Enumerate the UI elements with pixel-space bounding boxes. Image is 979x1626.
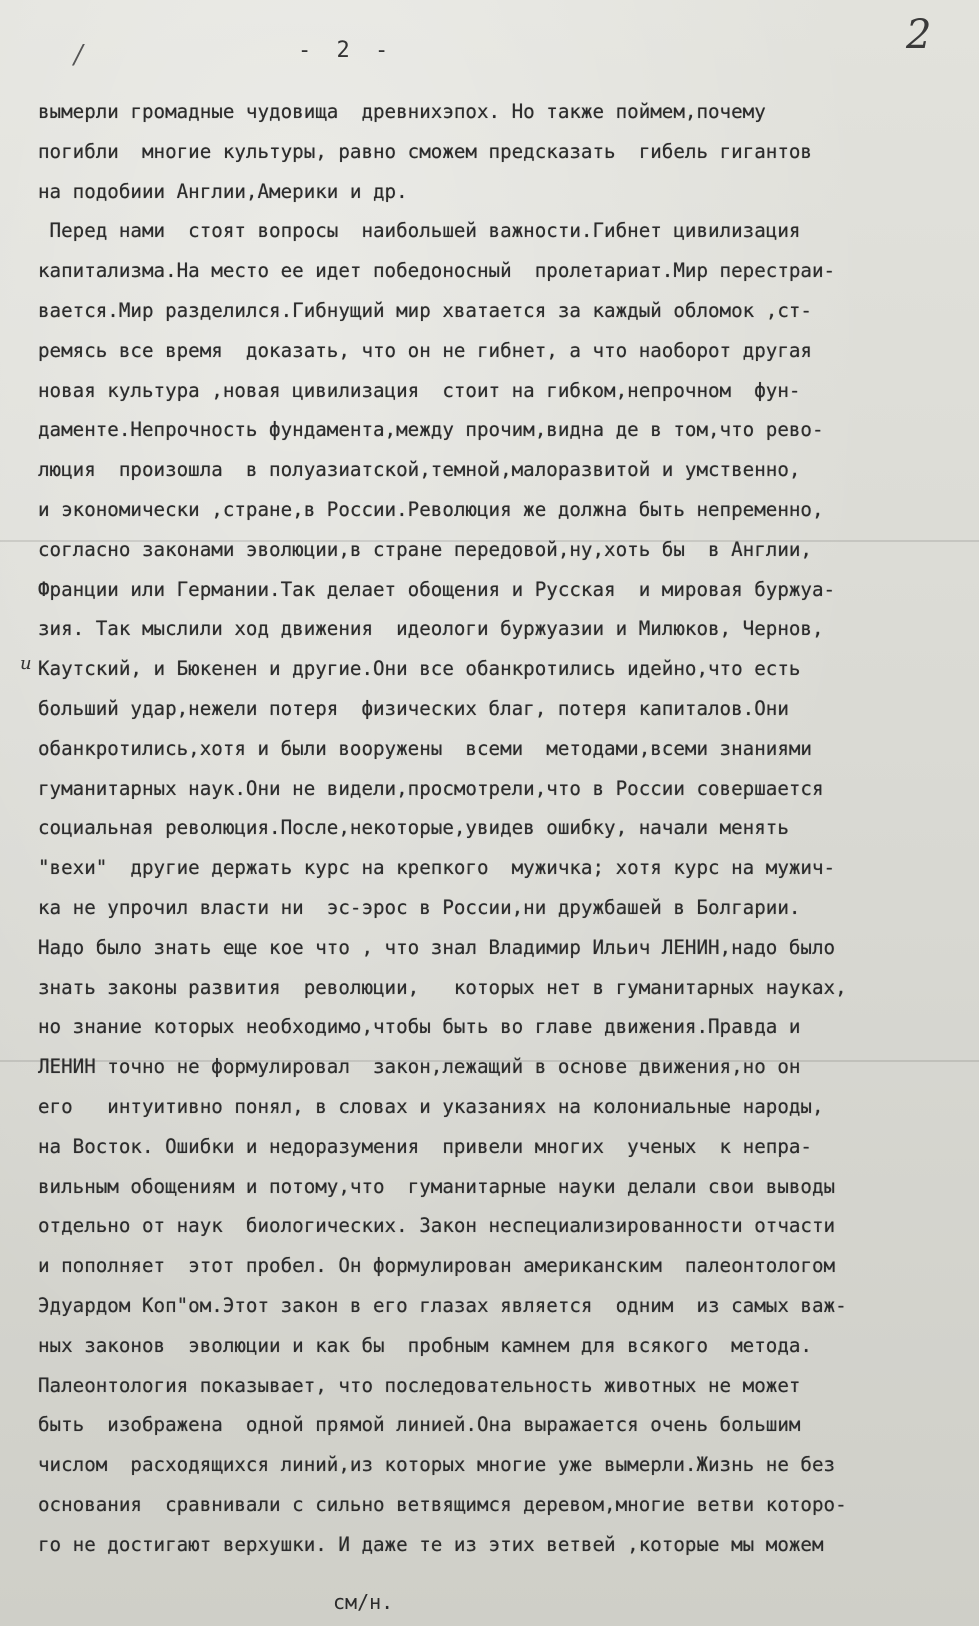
text-line: Надо было знать еще кое что , что знал Владимир Ильич ЛЕНИН,надо было [38,935,836,959]
text-line: Франции или Германии.Так делает обощения и Русская и мировая буржуа- [38,577,836,601]
handwritten-page-number: 2 [906,12,932,58]
typewritten-body [38,92,958,1564]
text-line: новая культура ,новая цивилизация стоит на гибком,непрочном фун- [38,378,801,402]
text-line: ных законов эволюции и как бы пробным камнем для всякого метода. [38,1333,812,1357]
text-line: знать законы развития революции, которых нет в гуманитарных науках, [38,975,847,999]
text-line: и экономически ,стране,в России.Революция же должна быть непременно, [38,497,824,521]
margin-annotation: и [20,653,32,674]
text-line: зия. Так мыслили ход движения идеологи буржуазии и Милюков, Чернов, [38,617,824,641]
text-line: ка не упрочил власти ни эс-эрос в России,ни дружбашей в Болгарии. [38,895,801,919]
text-line: быть изображена одной прямой линией.Она выражается очень большим [38,1413,801,1437]
text-line: Эдуардом Коп"ом.Этот закон в его глазах является одним из самых важ- [38,1293,847,1317]
text-line: на подобиии Англии,Америки и др. [38,179,408,203]
text-line: ЛЕНИН точно не формулировал закон,лежащий в основе движения,но он [38,1055,801,1079]
text-line: обанкротились,хотя и были вооружены всеми методами,всеми знаниями [38,736,812,760]
text-line: погибли многие культуры, равно сможем предсказать гибель гигантов [38,139,812,163]
text-line: "вехи" другие держать курс на крепкого мужичка; хотя курс на мужич- [38,856,836,880]
text-line: го не достигают верхушки. И даже те из этих ветвей ,которые мы можем [38,1532,824,1556]
text-line: но знание которых необходимо,чтобы быть во главе движения.Правда и [38,1015,801,1039]
text-line: согласно законами эволюции,в стране передовой,ну,хоть бы в Англии, [38,537,812,561]
text-line: Перед нами стоят вопросы наибольшей важности.Гибнет цивилизация [38,219,801,243]
text-line: Каутский, и Бюкенен и другие.Они все обанкротились идейно,что есть [38,657,801,681]
text-line: отдельно от наук биологических. Закон неспециализированности отчасти [38,1214,836,1238]
text-line: числом расходящихся линий,из которых многие уже вымерли.Жизнь не без [38,1453,836,1477]
margin-tick-mark: / [74,40,83,70]
text-line: на Восток. Ошибки и недоразумения привели многих ученых к непра- [38,1134,812,1158]
text-line: его интуитивно понял, в словах и указаниях на колониальные народы, [38,1094,824,1118]
page-number: - 2 - [298,38,395,63]
continuation-mark: см/н. [333,1590,394,1614]
text-line: вильным обощениям и потому,что гуманитарные науки делали свои выводы [38,1174,836,1198]
text-line: вымерли громадные чудовища древнихэпох. Но также поймем,почему [38,100,766,123]
text-line: люция произошла в полуазиатской,темной,малоразвитой и умственно, [38,458,801,482]
text-line: вается.Мир разделился.Гибнущий мир хватается за каждый обломок ,ст- [38,298,812,322]
text-line: гуманитарных наук.Они не видели,просмотрели,что в России совершается [38,776,824,800]
text-line: социальная революция.После,некоторые,увидев ошибку, начали менять [38,816,789,840]
text-line: больший удар,нежели потеря физических благ, потеря капиталов.Они [38,696,789,720]
text-line: даменте.Непрочность фундамента,между прочим,видна де в том,что рево- [38,418,824,442]
text-line: Палеонтология показывает, что последовательность животных не может [38,1373,801,1397]
text-line: и пополняет этот пробел. Он формулирован американским палеонтологом [38,1254,836,1278]
text-line: ремясь все время доказать, что он не гибнет, а что наоборот другая [38,338,812,362]
text-line: основания сравнивали с сильно ветвящимся деревом,многие ветви которо- [38,1492,847,1516]
text-line: капитализма.На место ее идет победоносный пролетариат.Мир перестраи- [38,259,836,283]
